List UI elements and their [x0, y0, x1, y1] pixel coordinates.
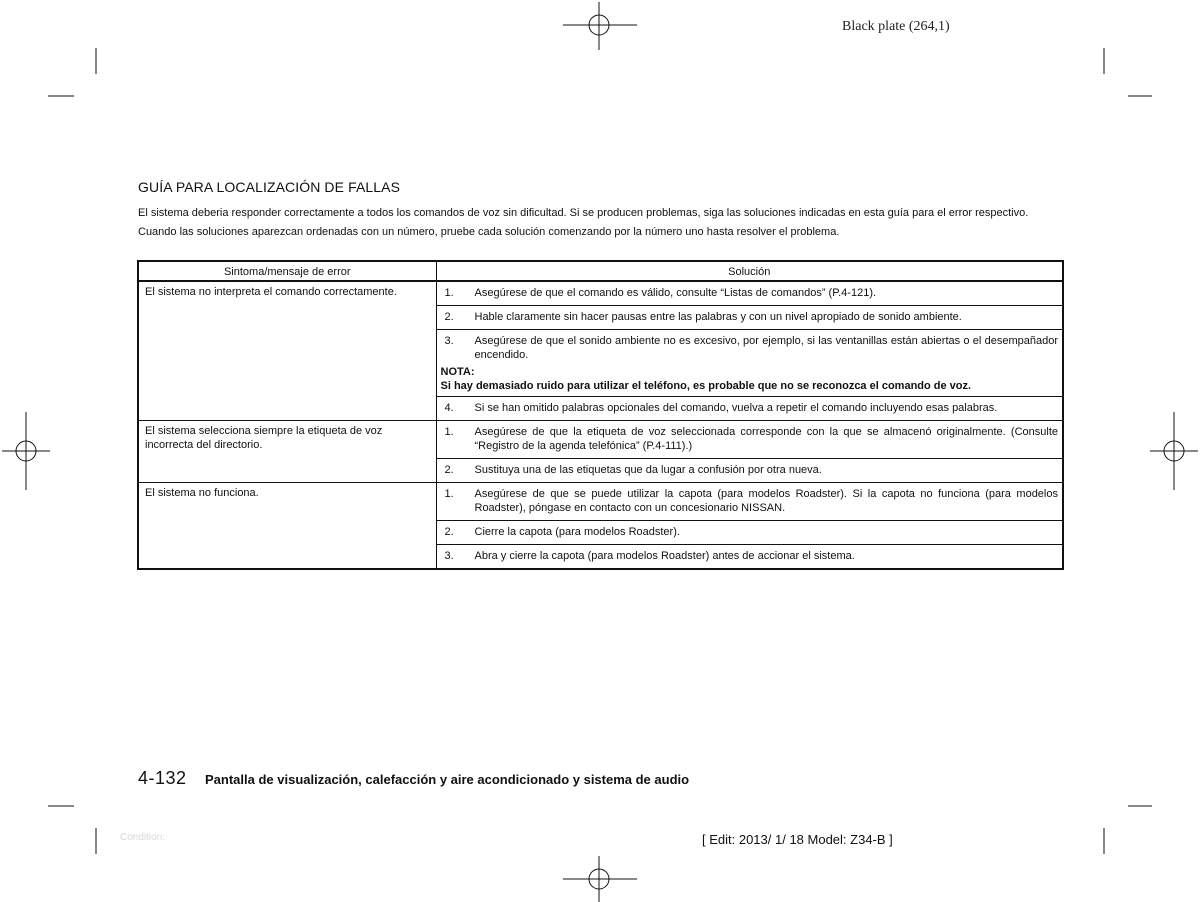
solution-text: Cierre la capota (para modelos Roadster).	[474, 526, 680, 538]
solution-item	[437, 483, 1063, 521]
table-row	[138, 421, 1063, 483]
chapter-title: Pantalla de visualización, calefacción y aire acondicionado y sistema de audio	[205, 772, 690, 787]
solution-item	[437, 421, 1063, 459]
solution-item	[437, 521, 1063, 545]
note-text: Si hay demasiado ruido para utilizar el teléfono, es probable que no se reconozca el comando de voz.	[440, 380, 972, 392]
solution-item	[437, 330, 1063, 365]
solution-number: 1.	[444, 426, 454, 438]
solution-text: Asegúrese de que el sonido ambiente no es excesivo, por ejemplo, si las ventanillas están abiertas o el desempañador encendido.	[474, 335, 1058, 361]
solution-number: 1.	[444, 287, 454, 299]
column-header-error: Sintoma/mensaje de error	[138, 261, 436, 281]
solution-text: Asegúrese de que la etiqueta de voz seleccionada corresponde con la que se almacenó originalmente. (Consulte “Registro de la agenda telefónica” (P.4-111).)	[474, 426, 1058, 452]
solution-cell	[436, 421, 1063, 483]
table-row	[138, 483, 1063, 570]
solution-text: Asegúrese de que el comando es válido, consulte “Listas de comandos” (P.4-121).	[474, 287, 877, 299]
note-block	[437, 365, 1063, 397]
solution-item	[437, 459, 1063, 482]
intro-paragraph: El sistema deberia responder correctamente a todos los comandos de voz sin dificultad. Si se producen problemas, siga las soluciones indicadas en esta guía para el error respectivo.	[138, 207, 1029, 219]
solution-text: Abra y cierre la capota (para modelos Roadster) antes de accionar el sistema.	[474, 550, 855, 562]
solution-number: 3.	[444, 550, 454, 562]
table-row	[138, 281, 1063, 421]
solution-cell	[436, 281, 1063, 421]
table-header-row	[138, 261, 1063, 281]
solution-number: 4.	[444, 402, 454, 414]
column-header-solution: Solución	[436, 261, 1063, 281]
solution-item	[437, 306, 1063, 330]
plate-label: Black plate (264,1)	[842, 19, 950, 34]
solution-number: 2.	[444, 311, 454, 323]
solution-text: Hable claramente sin hacer pausas entre las palabras y con un nivel apropiado de sonido ambiente.	[474, 311, 962, 323]
solution-number: 2.	[444, 526, 454, 538]
solution-text: Sustituya una de las etiquetas que da lugar a confusión por otra nueva.	[474, 464, 822, 476]
solution-item	[437, 282, 1063, 306]
solution-item	[437, 397, 1063, 420]
intro-text	[138, 205, 1064, 243]
solution-number: 3.	[444, 335, 454, 347]
note-label: NOTA:	[440, 366, 475, 378]
edit-info: [ Edit: 2013/ 1/ 18 Model: Z34-B ]	[702, 832, 893, 847]
page-number: 4-132	[138, 768, 187, 788]
error-cell: El sistema no interpreta el comando correctamente.	[138, 281, 436, 421]
solution-text: Si se han omitido palabras opcionales del comando, vuelva a repetir el comando incluyendo esas palabras.	[474, 402, 998, 414]
section-title: GUÍA PARA LOCALIZACIÓN DE FALLAS	[138, 179, 401, 195]
error-cell: El sistema no funciona.	[138, 483, 436, 570]
solution-text: Asegúrese de que se puede utilizar la capota (para modelos Roadster). Si la capota no funciona (para modelos Roadster), póngase en contacto con un concesionario NISSAN.	[474, 488, 1058, 514]
page-footer	[138, 768, 689, 789]
solution-number: 1.	[444, 488, 454, 500]
solution-number: 2.	[444, 464, 454, 476]
solution-cell	[436, 483, 1063, 570]
solution-item	[437, 545, 1063, 568]
troubleshooting-table	[137, 260, 1064, 570]
error-cell: El sistema selecciona siempre la etiqueta de voz incorrecta del directorio.	[138, 421, 436, 483]
intro-paragraph: Cuando las soluciones aparezcan ordenadas con un número, pruebe cada solución comenzando por la número uno hasta resolver el problema.	[138, 226, 840, 238]
condition-label: Condition:	[120, 832, 166, 843]
